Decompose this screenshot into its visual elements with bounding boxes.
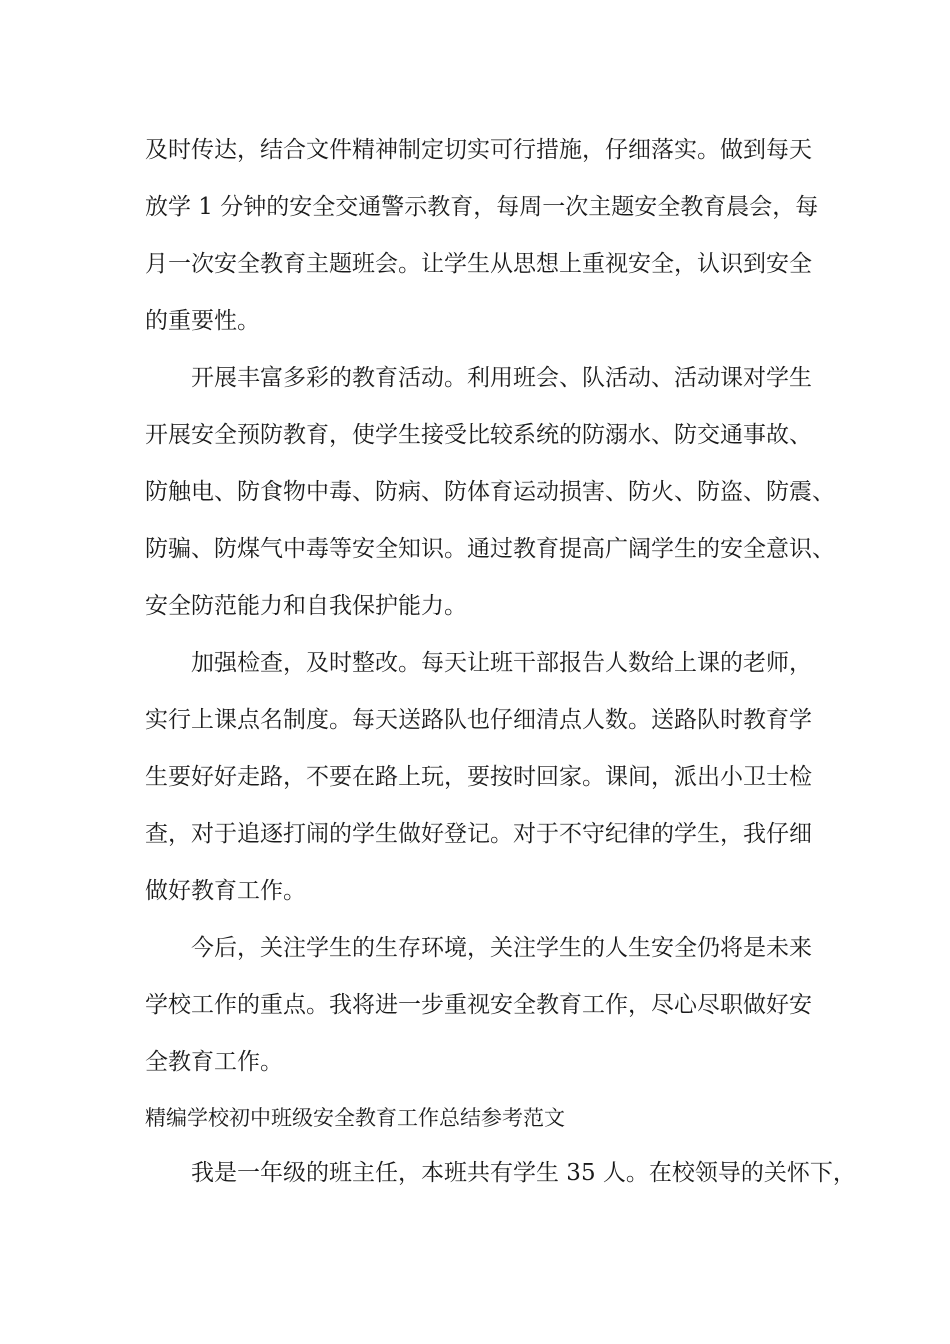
text-line: 的重要性。: [145, 308, 260, 334]
text-line: 生要好好走路，不要在路上玩，要按时回家。课间，派出小卫士检: [145, 764, 812, 790]
paragraph-1: [145, 122, 825, 350]
text-line: 防触电、防食物中毒、防病、防体育运动损害、防火、防盗、防震、: [145, 479, 835, 505]
text-line: 开展安全预防教育，使学生接受比较系统的防溺水、防交通事故、: [145, 422, 812, 448]
text-line: 今后，关注学生的生存环境，关注学生的人生安全仍将是未来: [191, 935, 812, 961]
text-line: 我是一年级的班主任，本班共有学生 35 人。在校领导的关怀下，: [191, 1160, 856, 1186]
paragraph-4: [145, 920, 825, 1091]
text-line: 及时传达，结合文件精神制定切实可行措施，仔细落实。做到每天: [145, 137, 812, 163]
text-line: 防骗、防煤气中毒等安全知识。通过教育提高广阔学生的安全意识、: [145, 536, 835, 562]
text-line: 安全防范能力和自我保护能力。: [145, 593, 467, 619]
text-line: 月一次安全教育主题班会。让学生从思想上重视安全，认识到安全: [145, 251, 812, 277]
paragraph-5: [145, 1145, 856, 1202]
text-line: 做好教育工作。: [145, 878, 306, 904]
paragraph-2: [145, 350, 835, 635]
section-heading: 精编学校初中班级安全教育工作总结参考范文: [145, 1106, 565, 1130]
text-line: 放学 1 分钟的安全交通警示教育，每周一次主题安全教育晨会，每: [145, 194, 819, 220]
text-line: 实行上课点名制度。每天送路队也仔细清点人数。送路队时教育学: [145, 707, 812, 733]
text-line: 学校工作的重点。我将进一步重视安全教育工作，尽心尽职做好安: [145, 992, 812, 1018]
paragraph-3: [145, 635, 825, 920]
text-line: 查，对于追逐打闹的学生做好登记。对于不守纪律的学生，我仔细: [145, 821, 812, 847]
text-line: 开展丰富多彩的教育活动。利用班会、队活动、活动课对学生: [191, 365, 812, 391]
text-line: 全教育工作。: [145, 1049, 283, 1075]
text-line: 加强检查，及时整改。每天让班干部报告人数给上课的老师，: [191, 650, 812, 676]
document-body: [145, 122, 856, 1202]
